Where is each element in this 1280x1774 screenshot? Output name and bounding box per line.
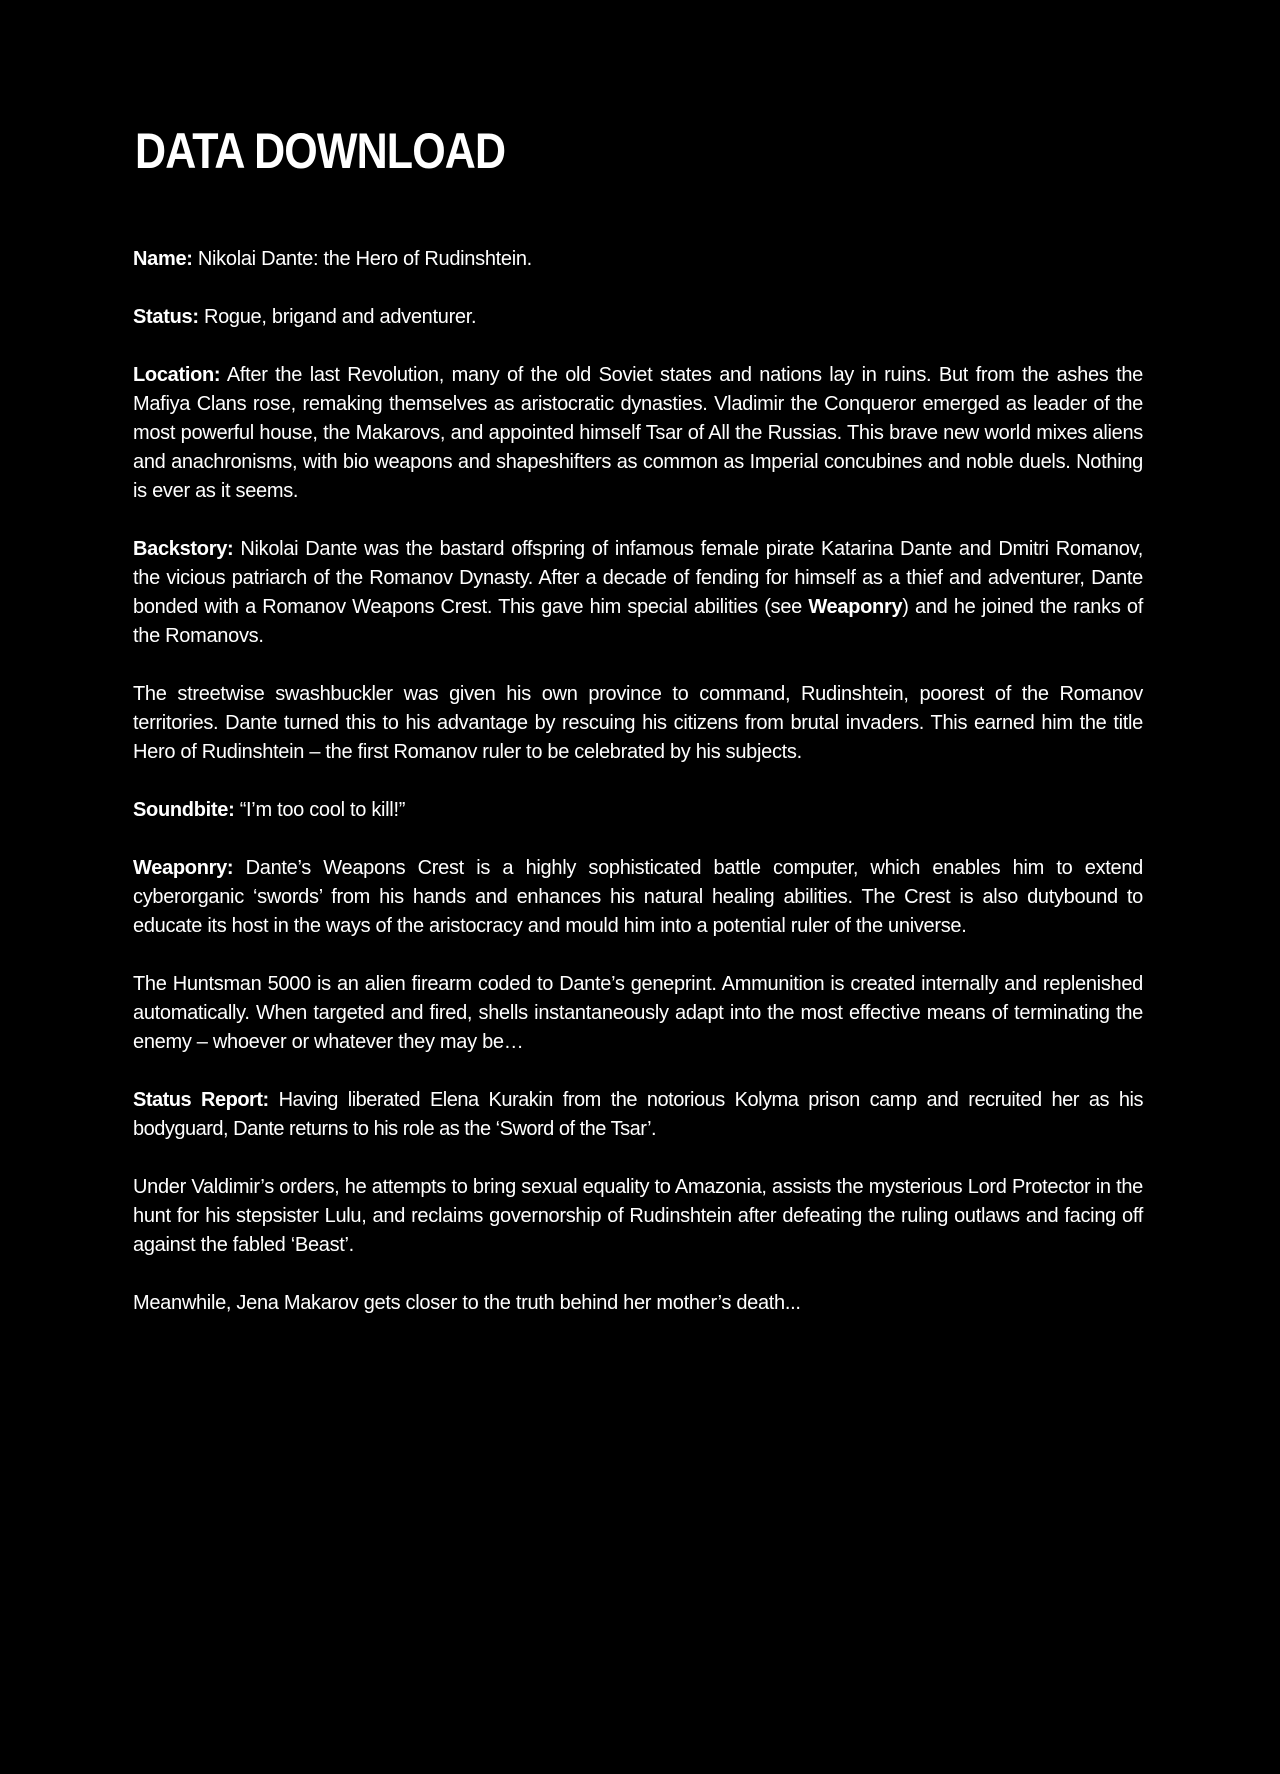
backstory-text-before: Nikolai Dante was the bastard offspring of infamous female pirate Katarina Dante and Dmitri Romanov, the vicious patriarch of the Romanov Dynasty. After a decade of fending for himself as a thief and adventurer, Dante bonded with a Romanov Weapons Crest. This gave him special abilities (see [133,538,1143,618]
location-text: After the last Revolution, many of the old Soviet states and nations lay in ruins. But from the ashes the Mafiya Clans rose, remaking themselves as aristocratic dynasties. Vladimir the Conqueror emerged as leader of the most powerful house, the Makarovs, and appointed himself Tsar of All the Russias. This brave new world mixes aliens and anachronisms, with bio weapons and shapeshifters as common as Imperial concubines and noble duels. Nothing is ever as it seems. [133,364,1143,502]
page-title: DATA DOWNLOAD [135,123,506,179]
soundbite-paragraph [133,796,1143,825]
weaponry-paragraph-2: The Huntsman 5000 is an alien firearm coded to Dante’s geneprint. Ammunition is created internally and replenished automatically. When targeted and fired, shells instantaneously adapt into the most effective means of terminating the enemy – whoever or whatever they may be… [133,973,1143,1053]
backstory-paragraph-2: The streetwise swashbuckler was given his own province to command, Rudinshtein, poorest of the Romanov territories. Dante turned this to his advantage by rescuing his citizens from brutal invaders. This earned him the title Hero of Rudinshtein – the first Romanov ruler to be celebrated by his subjects. [133,683,1143,763]
soundbite-label: Soundbite: [133,799,235,821]
name-paragraph [133,245,1143,274]
status-report-paragraph-2: Under Valdimir’s orders, he attempts to bring sexual equality to Amazonia, assists the mysterious Lord Protector in the hunt for his stepsister Lulu, and reclaims governorship of Rudinshtein after defeating the ruling outlaws and facing off against the fabled ‘Beast’. [133,1176,1143,1256]
backstory-paragraph [133,535,1143,651]
weaponry-paragraph [133,854,1143,941]
status-report-paragraph-3: Meanwhile, Jena Makarov gets closer to the truth behind her mother’s death... [133,1292,801,1314]
weaponry-label: Weaponry: [133,857,234,879]
status-label: Status: [133,306,199,328]
status-paragraph [133,303,1143,332]
location-label: Location: [133,364,221,386]
soundbite-text: “I’m too cool to kill!” [234,799,406,821]
backstory-text-after: ) and he joined the ranks of the Romanovs. [133,596,1143,647]
location-paragraph [133,361,1143,506]
name-label: Name: [133,248,193,270]
status-report-text: Having liberated Elena Kurakin from the notorious Kolyma prison camp and recruited her as his bodyguard, Dante returns to his role as the ‘Sword of the Tsar’. [133,1089,1143,1140]
status-text: Rogue, brigand and adventurer. [198,306,477,328]
weaponry-text: Dante’s Weapons Crest is a highly sophisticated battle computer, which enables him to extend cyberorganic ‘swords’ from his hands and enhances his natural healing abilities. The Crest is also dutybound to educate its host in the ways of the aristocracy and mould him into a potential ruler of the universe. [133,857,1143,937]
weaponry-reference: Weaponry [808,596,903,618]
status-report-paragraph [133,1086,1143,1144]
data-download-body [133,245,1143,1347]
status-report-label: Status Report: [133,1089,269,1111]
name-text: Nikolai Dante: the Hero of Rudinshtein. [192,248,532,270]
backstory-label: Backstory: [133,538,234,560]
